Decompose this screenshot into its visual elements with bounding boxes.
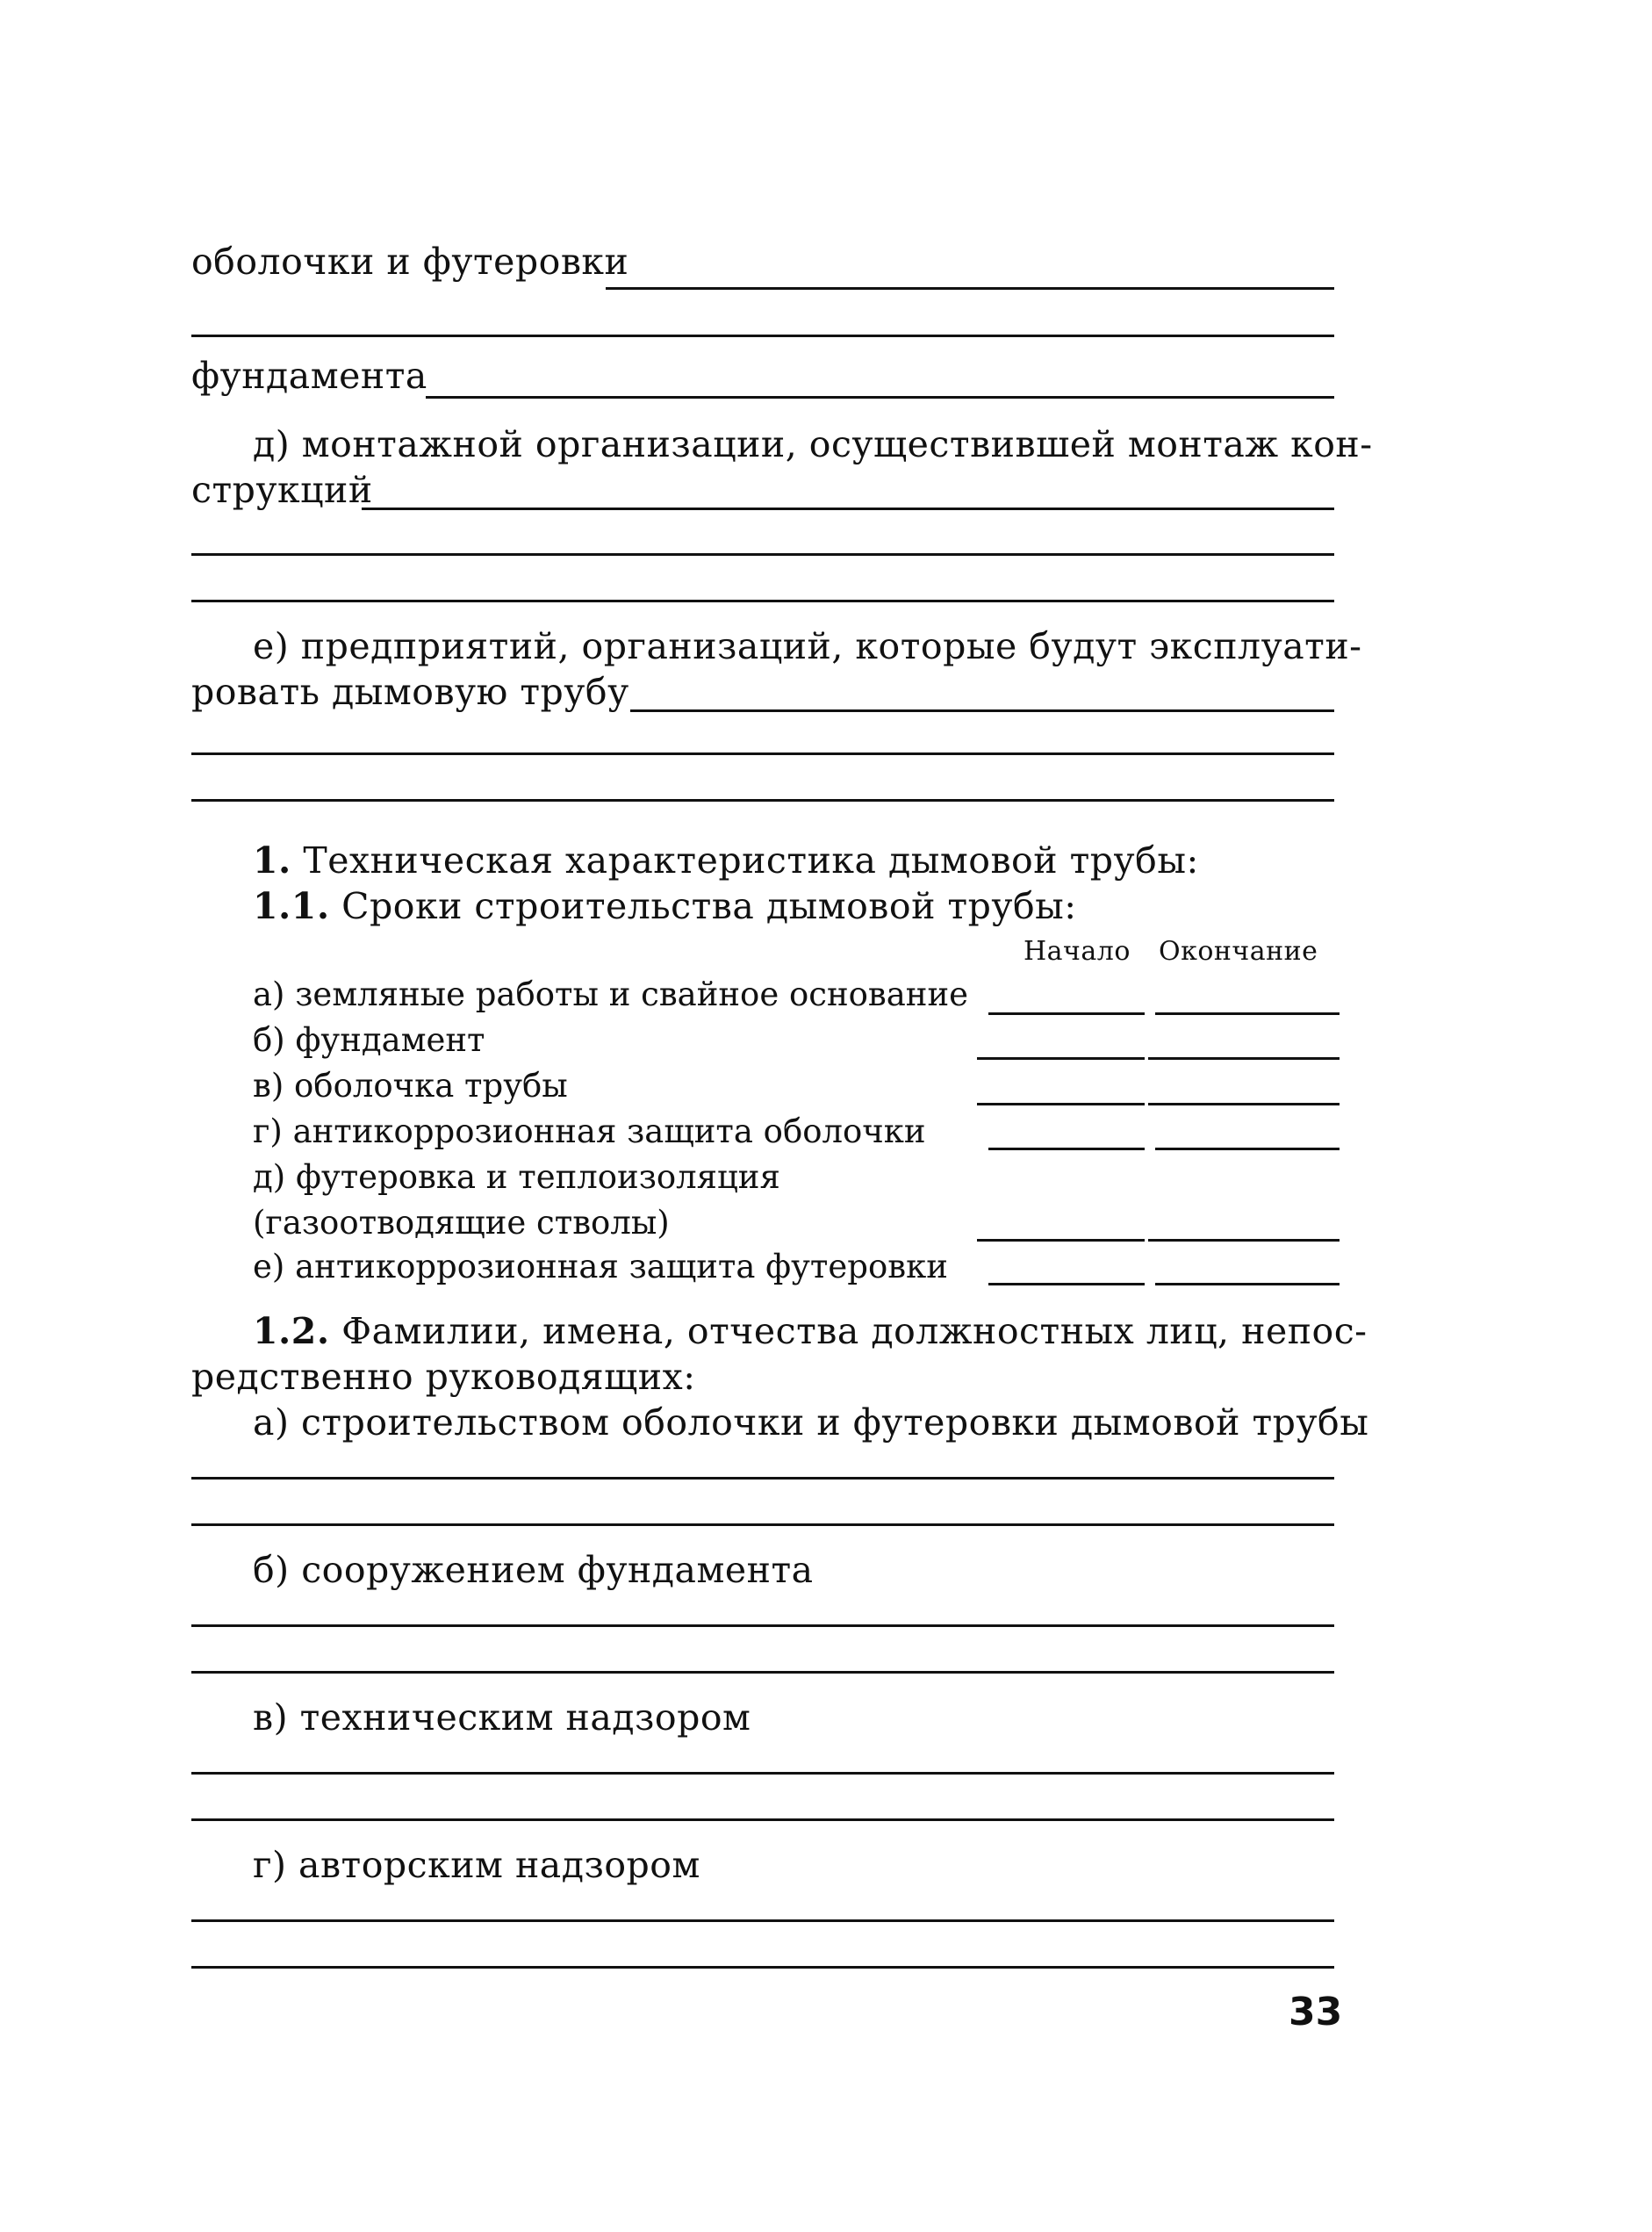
leader-item-d-blank-2[interactable] bbox=[191, 1966, 1334, 1969]
leader-item-c: в) техническим надзором bbox=[253, 1696, 751, 1739]
foundation-label: фундамента bbox=[191, 355, 427, 397]
section-1-2-title-2: редственно руководящих: bbox=[191, 1356, 696, 1398]
schedule-row-d: г) антикоррозионная защита оболочки bbox=[253, 1112, 926, 1150]
column-end-header: Окончание bbox=[1159, 936, 1318, 967]
item-d-text-1: д) монтажной организации, осуществившей монтаж кон- bbox=[253, 423, 1373, 465]
shell-lining-label: оболочки и футеровки bbox=[191, 241, 629, 283]
leader-item-b-blank-2[interactable] bbox=[191, 1671, 1334, 1674]
schedule-row-d-end[interactable] bbox=[1155, 1148, 1340, 1150]
leader-item-d-blank-1[interactable] bbox=[191, 1919, 1334, 1922]
leader-item-d: г) авторским надзором bbox=[253, 1844, 700, 1886]
schedule-row-e-1: д) футеровка и теплоизоляция bbox=[253, 1158, 780, 1196]
schedule-row-b-start[interactable] bbox=[977, 1057, 1145, 1060]
schedule-row-d-start[interactable] bbox=[988, 1148, 1145, 1150]
section-1-heading bbox=[253, 839, 1199, 882]
schedule-row-f-end[interactable] bbox=[1155, 1283, 1340, 1285]
section-1-1-number: 1.1. bbox=[253, 885, 330, 927]
column-start-header: Начало bbox=[1024, 936, 1131, 967]
item-e-blank-1[interactable] bbox=[630, 709, 1334, 712]
item-d-blank-1[interactable] bbox=[362, 508, 1334, 510]
item-e-text-1: е) предприятий, организаций, которые будут эксплуати- bbox=[253, 625, 1362, 667]
shell-lining-blank[interactable] bbox=[606, 287, 1334, 290]
foundation-blank[interactable] bbox=[426, 396, 1334, 399]
leader-item-a-blank-2[interactable] bbox=[191, 1523, 1334, 1526]
item-e-blank-3[interactable] bbox=[191, 799, 1334, 802]
leader-item-c-blank-1[interactable] bbox=[191, 1772, 1334, 1775]
item-d-blank-3[interactable] bbox=[191, 600, 1334, 602]
section-1-2-title-1: Фамилии, имена, отчества должностных лиц, непос- bbox=[329, 1310, 1368, 1352]
section-1-1-title: Сроки строительства дымовой трубы: bbox=[329, 885, 1077, 927]
schedule-row-a-start[interactable] bbox=[988, 1012, 1145, 1015]
page-number: 33 bbox=[1289, 1990, 1343, 2034]
section-1-1-heading bbox=[253, 885, 1077, 927]
leader-item-b: б) сооружением фундамента bbox=[253, 1549, 814, 1591]
leader-item-b-blank-1[interactable] bbox=[191, 1624, 1334, 1627]
schedule-row-c-end[interactable] bbox=[1148, 1103, 1340, 1105]
item-d-blank-2[interactable] bbox=[191, 553, 1334, 556]
schedule-row-c-start[interactable] bbox=[977, 1103, 1145, 1105]
schedule-row-e-start[interactable] bbox=[977, 1239, 1145, 1242]
schedule-row-c: в) оболочка трубы bbox=[253, 1067, 568, 1105]
section-1-number: 1. bbox=[253, 839, 291, 882]
schedule-row-b-end[interactable] bbox=[1148, 1057, 1340, 1060]
leader-item-a: а) строительством оболочки и футеровки дымовой трубы bbox=[253, 1401, 1369, 1444]
leader-item-a-blank-1[interactable] bbox=[191, 1477, 1334, 1480]
item-e-blank-2[interactable] bbox=[191, 752, 1334, 755]
schedule-row-e-end[interactable] bbox=[1148, 1239, 1340, 1242]
shell-lining-blank-2[interactable] bbox=[191, 335, 1334, 337]
schedule-row-f-start[interactable] bbox=[988, 1283, 1145, 1285]
schedule-row-f: е) антикоррозионная защита футеровки bbox=[253, 1248, 948, 1285]
section-1-title: Техническая характеристика дымовой трубы: bbox=[291, 839, 1199, 882]
item-e-text-2: ровать дымовую трубу bbox=[191, 671, 629, 713]
leader-item-c-blank-2[interactable] bbox=[191, 1818, 1334, 1821]
section-1-2-heading bbox=[253, 1310, 1368, 1352]
schedule-row-a-end[interactable] bbox=[1155, 1012, 1340, 1015]
section-1-2-number: 1.2. bbox=[253, 1310, 330, 1352]
item-d-text-2: струкций bbox=[191, 469, 373, 511]
schedule-row-e-2: (газоотводящие стволы) bbox=[253, 1204, 670, 1242]
schedule-row-a: а) земляные работы и свайное основание bbox=[253, 976, 969, 1013]
schedule-row-b: б) фундамент bbox=[253, 1021, 485, 1059]
